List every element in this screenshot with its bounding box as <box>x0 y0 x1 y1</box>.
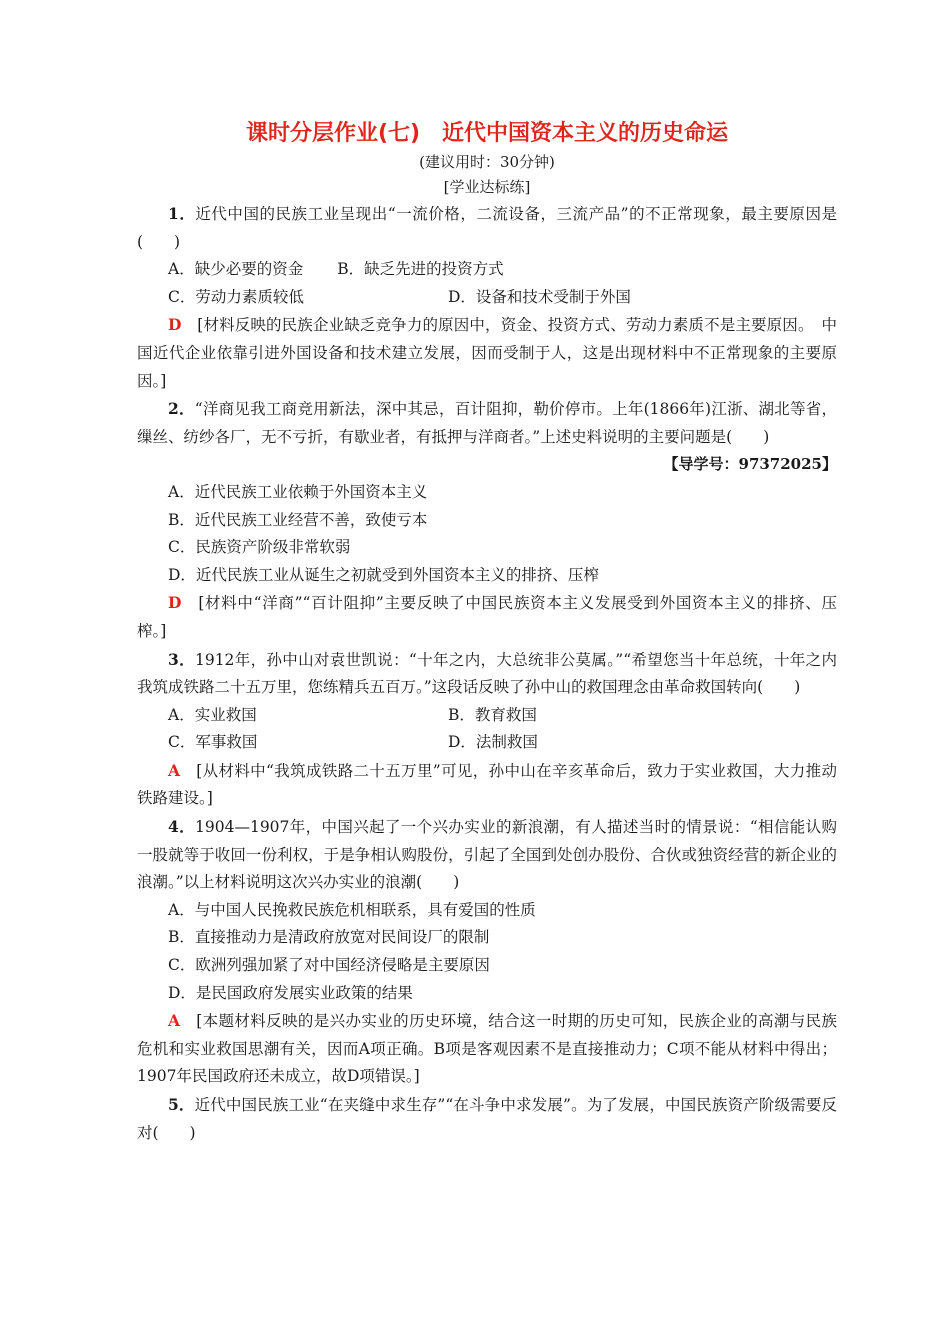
explanation-text: [从材料中“我筑成铁路二十五万里”可见，孙中山在辛亥革命后，致力于实业救国，大力推动铁路建设。] <box>137 761 837 808</box>
option-a: A．实业救国 <box>168 705 257 724</box>
option-c: C．劳动力素质较低 <box>168 287 304 306</box>
option-c: C．民族资产阶级非常软弱 <box>168 538 351 557</box>
option-a: A．近代民族工业依赖于外国资本主义 <box>168 482 428 501</box>
option-d: D．法制救国 <box>448 733 538 752</box>
section-heading: [学业达标练] <box>443 178 531 196</box>
question-stem <box>137 395 837 451</box>
options-row <box>137 284 837 312</box>
question-text: 近代中国民族工业“在夹缝中求生存”“在斗争中求发展”。为了发展，中国民族资产阶级需要反对( ) <box>137 1096 837 1142</box>
option-a: A．缺少必要的资金 <box>168 260 304 279</box>
option-a: A．与中国人民挽救民族危机相联系，具有爱国的性质 <box>168 900 536 919</box>
answer-key: A <box>168 760 181 780</box>
option-d: D．近代民族工业从诞生之初就受到外国资本主义的排挤、压榨 <box>168 565 599 584</box>
question-3 <box>137 646 837 814</box>
options-row <box>137 729 837 757</box>
option-b: B．近代民族工业经营不善，致使亏本 <box>168 510 428 529</box>
question-number: 3． <box>168 649 195 669</box>
suggested-time: (建议用时：30分钟) <box>419 153 555 171</box>
guide-number: 【导学号：97372025】 <box>663 455 837 474</box>
question-number: 5． <box>168 1095 195 1114</box>
answer-explanation <box>137 589 837 645</box>
options-row <box>137 702 837 730</box>
question-stem <box>137 813 837 897</box>
answer-explanation <box>137 757 837 813</box>
question-stem <box>137 1091 837 1147</box>
answer-key: D <box>168 593 182 613</box>
page-title: 课时分层作业(七) 近代中国资本主义的历史命运 <box>245 121 729 146</box>
question-4 <box>137 813 837 1091</box>
question-text: 近代中国的民族工业呈现出“一流价格，二流设备，三流产品”的不正常现象，最主要原因是( ) <box>137 205 837 251</box>
option-d: D．设备和技术受制于外国 <box>448 287 631 306</box>
option-c: C．欧洲列强加紧了对中国经济侵略是主要原因 <box>168 956 490 975</box>
answer-key: A <box>168 1011 181 1031</box>
option-b: B．直接推动力是清政府放宽对民间设厂的限制 <box>168 928 490 947</box>
option-c: C．军事救国 <box>168 733 258 752</box>
question-stem <box>137 646 837 702</box>
question-text: 1912年，孙中山对袁世凯说：“十年之内，大总统非公莫属。”“希望您当十年总统，十年之内我筑成铁路二十五万里，您练精兵五百万。”这段话反映了孙中山的救国理念由革命救国转向( ) <box>137 650 837 697</box>
question-1 <box>137 200 837 395</box>
document-content <box>137 118 837 1147</box>
question-number: 2． <box>168 399 195 419</box>
option-b: B．缺乏先进的投资方式 <box>337 260 504 279</box>
option-d: D．是民国政府发展实业政策的结果 <box>168 983 413 1002</box>
answer-explanation <box>137 1007 837 1091</box>
explanation-text: [材料反映的民族企业缺乏竞争力的原因中，资金、投资方式、劳动力素质不是主要原因。 中国近代企业依靠引进外国设备和技术建立发展，因而受制于人，这是出现材料中不正常现象的主要原因。] <box>137 316 837 390</box>
question-text: 1904—1907年，中国兴起了一个兴办实业的新浪潮，有人描述当时的情景说：“相信能认购一股就等于收回一份利权，于是争相认购股份，引起了全国到处创办股份、合伙或独资经营的新企业的浪潮。”以上材料说明这次兴办实业的浪潮( ) <box>137 818 837 892</box>
question-2 <box>137 395 837 645</box>
question-number: 1． <box>168 204 196 223</box>
answer-explanation <box>137 311 837 395</box>
options-row <box>137 256 837 284</box>
answer-key: D <box>168 315 182 335</box>
question-5 <box>137 1091 837 1147</box>
explanation-text: [本题材料反映的是兴办实业的历史环境，结合这一时期的历史可知，民族企业的高潮与民族危机和实业救国思潮有关，因而A项正确。B项是客观因素不是直接推动力；C项不能从材料中得出；1907年民国政府还未成立，故D项错误。] <box>137 1012 837 1086</box>
option-b: B．教育救国 <box>448 705 537 724</box>
question-number: 4． <box>168 817 196 837</box>
question-stem <box>137 200 837 256</box>
explanation-text: [材料中“洋商”“百计阻抑”主要反映了中国民族资本主义发展受到外国资本主义的排挤、压榨。] <box>137 594 837 640</box>
question-text: “洋商见我工商竞用新法，深中其忌，百计阻抑，勒价停市。上年(1866年)江浙、湖北等省，缫丝、纺纱各厂，无不亏折，有歇业者，有抵押与洋商者。”上述史料说明的主要问题是( ) <box>137 400 837 446</box>
